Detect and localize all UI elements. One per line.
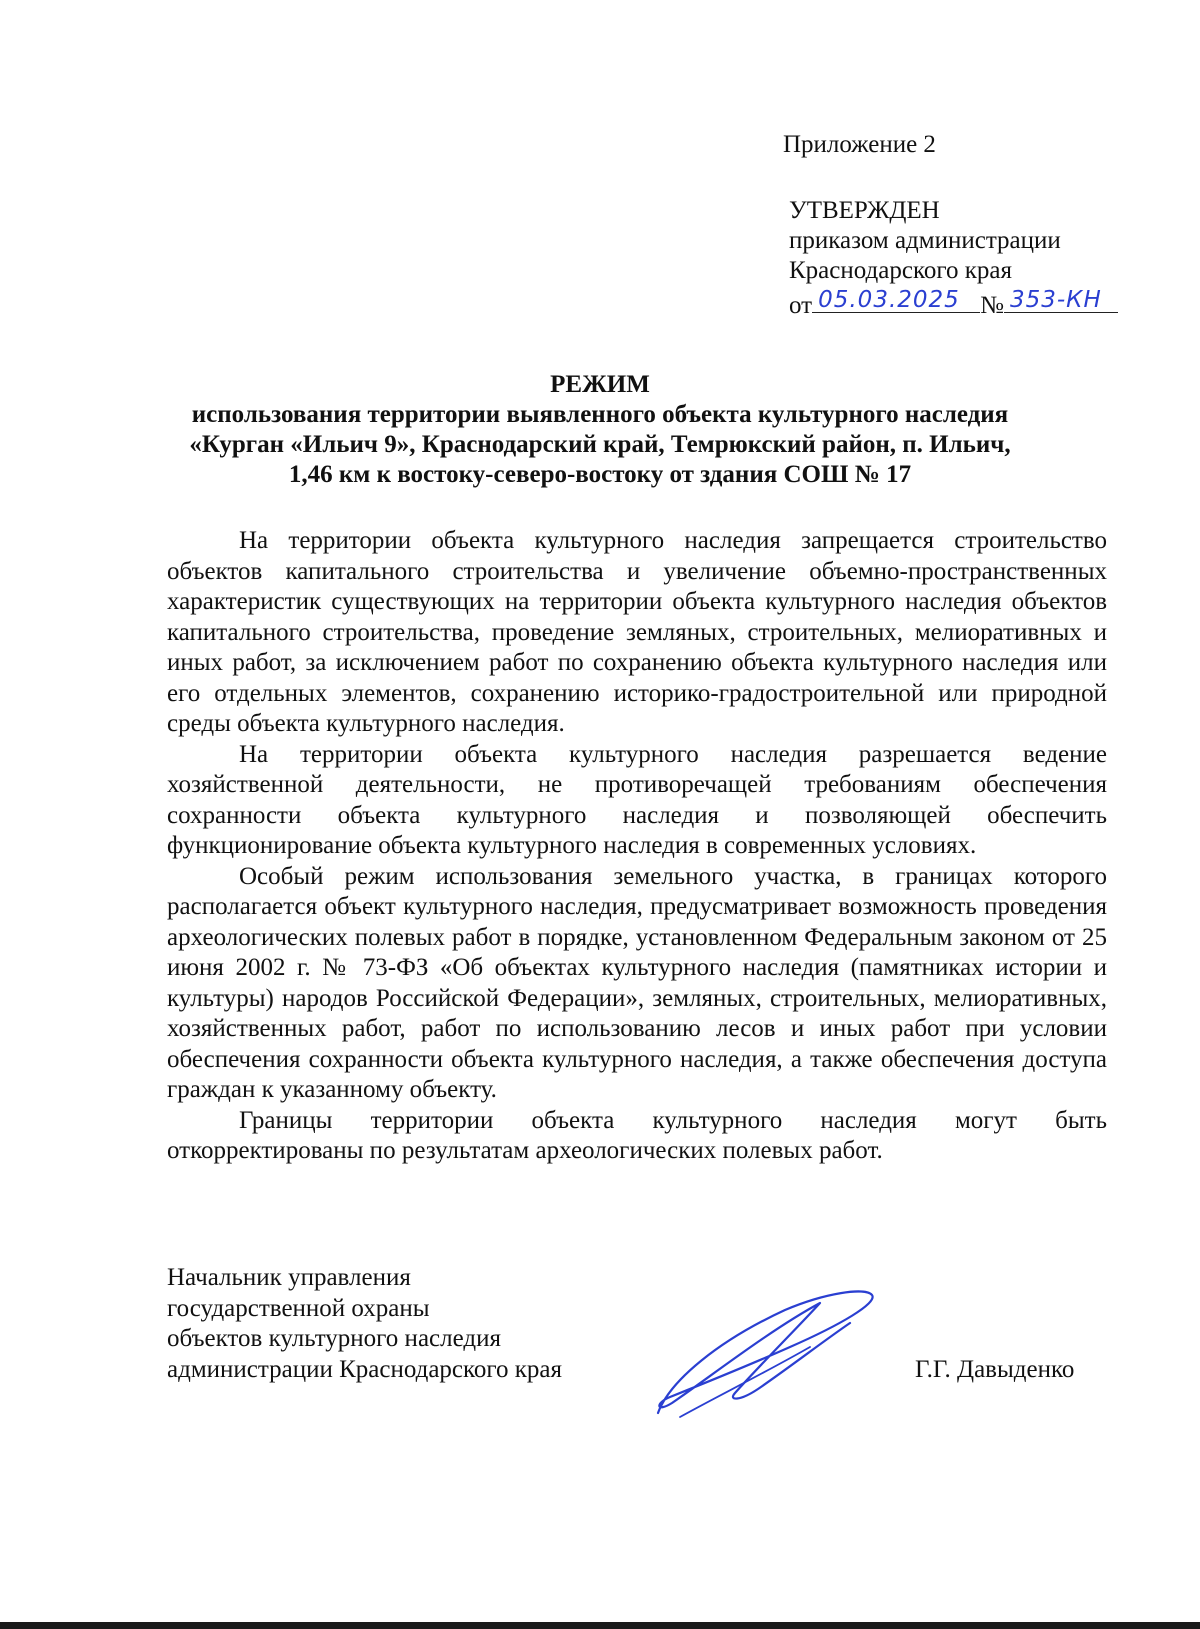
approval-line-1: приказом администрации (789, 227, 1061, 254)
signatory-title-line: администрации Краснодарского края (167, 1355, 563, 1383)
document-subtitle (150, 400, 1050, 490)
document-title: РЕЖИМ (550, 371, 650, 398)
subtitle-line: «Курган «Ильич 9», Краснодарский край, Темрюкский район, п. Ильич, (189, 431, 1011, 458)
signatory-title (167, 1263, 562, 1385)
handwritten-date: 05.03.2025 (818, 287, 960, 313)
paragraph: На территории объекта культурного наследия разрешается ведение хозяйственной деятельности, не противоречащей требованиям обеспечения сохранности объекта культурного наследия и позволяющей обеспечить функционирование объекта культурного наследия в современных условиях. (167, 740, 1107, 859)
paragraph: Особый режим использования земельного участка, в границах которого располагается объект культурного наследия, предусматривает возможность проведения археологических полевых работ в порядке, установленном Федеральным законом от 25 июня 2002 г. № 73-ФЗ «Об объектах культурного наследия (памятниках истории и культуры) народов Российской Федерации», земляных, строительных, мелиоративных, хозяйственных работ, работ по использованию лесов и иных работ при условии обеспечения сохранности объекта культурного наследия, а также обеспечения доступа граждан к указанному объекту. (167, 862, 1107, 1103)
scan-bottom-edge (0, 1622, 1200, 1629)
approval-date-number-line (789, 286, 1118, 321)
handwritten-number: 353-КН (1009, 287, 1102, 313)
approval-line-2: Краснодарского края (789, 257, 1012, 284)
signatory-name: Г.Г. Давыденко (915, 1356, 1075, 1383)
approval-stamp-block (789, 196, 1118, 321)
signatory-title-line: объектов культурного наследия (167, 1325, 501, 1352)
signatory-title-line: государственной охраны (167, 1294, 430, 1322)
approval-heading: УТВЕРЖДЕН (789, 197, 940, 224)
signatory-title-line: Начальник управления (167, 1264, 411, 1291)
subtitle-line: использования территории выявленного объекта культурного наследия (191, 401, 1009, 428)
appendix-label: Приложение 2 (783, 131, 936, 158)
paragraph: Границы территории объекта культурного наследия могут быть откорректированы по результатам археологических полевых работ. (167, 1106, 1107, 1164)
handwritten-signature (650, 1285, 880, 1425)
document-body (167, 526, 1107, 1167)
date-field (812, 286, 980, 313)
date-prefix: от (789, 292, 813, 319)
number-sign: № (980, 292, 1004, 319)
number-field (1004, 286, 1118, 313)
paragraph: На территории объекта культурного наследия запрещается строительство объектов капитального строительства и увеличение объемно-пространственных характеристик существующих на территории объекта культурного наследия объектов капитального строительства, проведение земляных, строительных, мелиоративных и иных работ, за исключением работ по сохранению объекта культурного наследия или его отдельных элементов, сохранению историко-градостроительной или природной среды объекта культурного наследия. (167, 527, 1107, 737)
subtitle-line: 1,46 км к востоку-северо-востоку от здания СОШ № 17 (288, 461, 912, 488)
